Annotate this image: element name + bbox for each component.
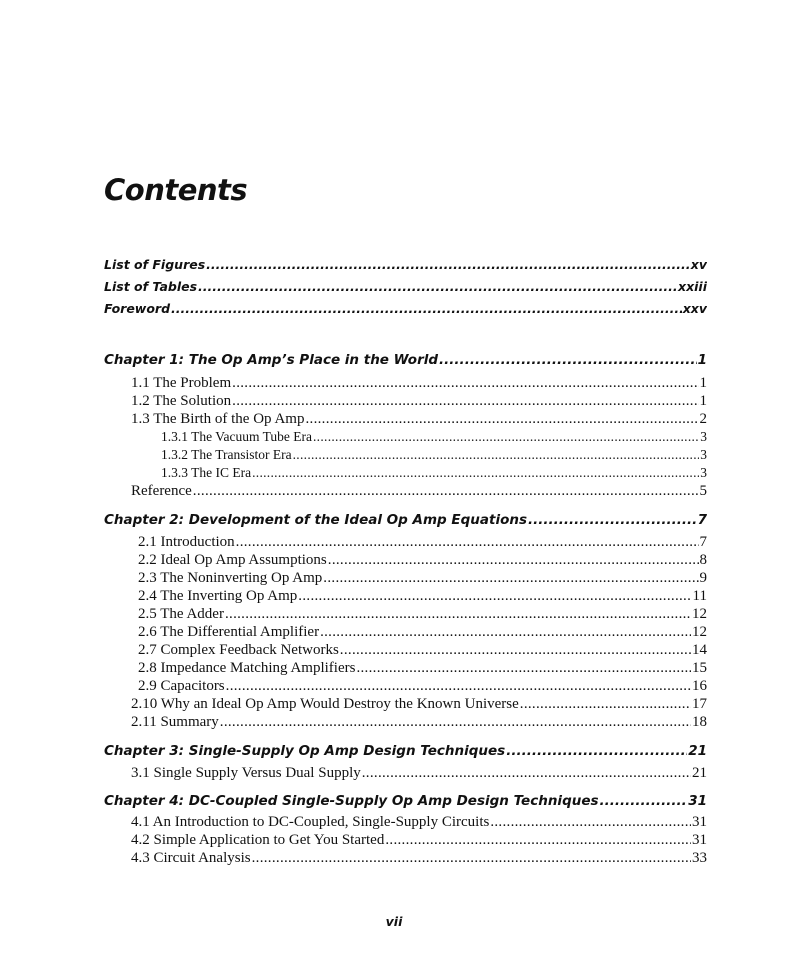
- toc-entry-page: 8: [699, 552, 707, 568]
- leader-dots: [232, 392, 698, 410]
- chapter-title: Chapter 2: Development of the Ideal Op Amp Equations: [104, 512, 527, 528]
- toc-entry-page: 21: [692, 765, 707, 781]
- chapter-page: 31: [688, 793, 707, 809]
- toc-entry[interactable]: [131, 849, 707, 867]
- leader-dots: [506, 741, 687, 761]
- toc-entry-label: 1.1 The Problem: [131, 375, 232, 391]
- toc-entry-label: 2.2 Ideal Op Amp Assumptions: [138, 552, 327, 568]
- toc-subentry[interactable]: [161, 446, 707, 464]
- toc-entry-list-of-figures[interactable]: [104, 255, 707, 275]
- toc-entry-label: 2.10 Why an Ideal Op Amp Would Destroy the Known Universe: [131, 696, 519, 712]
- toc-entry-page: 11: [692, 588, 707, 604]
- toc-entry-page: 3: [700, 447, 707, 462]
- toc-entry[interactable]: [131, 695, 707, 713]
- toc-entry-label: 2.11 Summary: [131, 714, 219, 730]
- toc-entry-page: 3: [700, 465, 707, 480]
- toc-entry[interactable]: [138, 659, 707, 677]
- leader-dots: [490, 813, 691, 831]
- leader-dots: [193, 482, 699, 500]
- toc-entry[interactable]: [131, 831, 707, 849]
- toc-entry-label: 1.3 The Birth of the Op Amp: [131, 411, 305, 427]
- chapter-page: 1: [697, 352, 707, 368]
- toc-entry[interactable]: [131, 482, 707, 500]
- toc-entry-list-of-tables[interactable]: [104, 277, 707, 297]
- leader-dots: [328, 551, 699, 569]
- leader-dots: [198, 277, 677, 297]
- page-number: vii: [385, 914, 403, 929]
- leader-dots: [340, 641, 691, 659]
- toc-entry[interactable]: [138, 677, 707, 695]
- toc-entry-page: 3: [700, 429, 707, 444]
- toc-entry-page: 5: [699, 483, 707, 499]
- toc-entry[interactable]: [131, 713, 707, 731]
- leader-dots: [600, 791, 688, 811]
- toc-entry-page: 1: [699, 375, 707, 391]
- toc-entry[interactable]: [138, 551, 707, 569]
- toc-entry-label: 4.3 Circuit Analysis: [131, 850, 251, 866]
- leader-dots: [520, 695, 691, 713]
- toc-entry-label: Reference: [131, 483, 192, 499]
- toc-entry-label: 2.4 The Inverting Op Amp: [138, 588, 298, 604]
- toc-entry[interactable]: [138, 569, 707, 587]
- leader-dots: [225, 605, 691, 623]
- leader-dots: [171, 299, 682, 319]
- toc-entry-page: 12: [692, 624, 707, 640]
- toc-entry-page: 2: [699, 411, 707, 427]
- toc-entry-label: 2.5 The Adder: [138, 606, 224, 622]
- toc-entry-label: List of Tables: [104, 279, 198, 294]
- leader-dots: [298, 587, 691, 605]
- toc-entry[interactable]: [138, 605, 707, 623]
- toc-entry-page: 14: [692, 642, 707, 658]
- toc-entry-label: 2.7 Complex Feedback Networks: [138, 642, 339, 658]
- toc-entry-label: 1.3.3 The IC Era: [161, 465, 252, 480]
- chapter-title: Chapter 4: DC-Coupled Single-Supply Op Amp Design Techniques: [104, 793, 599, 809]
- leader-dots: [439, 350, 697, 370]
- toc-entry-label: 2.9 Capacitors: [138, 678, 225, 694]
- chapter-title: Chapter 1: The Op Amp’s Place in the World: [104, 352, 439, 368]
- toc-entry-label: 1.3.2 The Transistor Era: [161, 447, 292, 462]
- leader-dots: [320, 623, 691, 641]
- toc-entry-page: 16: [692, 678, 707, 694]
- toc-entry-label: 1.2 The Solution: [131, 393, 232, 409]
- leader-dots: [206, 255, 690, 275]
- leader-dots: [252, 464, 699, 482]
- toc-entry-page: xxiii: [678, 279, 707, 294]
- toc-entry-label: List of Figures: [104, 257, 206, 272]
- toc-entry-label: 4.2 Simple Application to Get You Started: [131, 832, 385, 848]
- leader-dots: [323, 569, 698, 587]
- leader-dots: [362, 764, 691, 782]
- toc-entry[interactable]: [138, 533, 707, 551]
- toc-entry-label: 4.1 An Introduction to DC-Coupled, Single-Supply Circuits: [131, 814, 490, 830]
- toc-entry[interactable]: [138, 587, 707, 605]
- toc-entry-page: 18: [692, 714, 707, 730]
- toc-entry-page: 7: [699, 534, 707, 550]
- toc-entry-label: Foreword: [104, 301, 171, 316]
- toc-chapter-2[interactable]: [104, 510, 707, 530]
- toc-entry-page: 1: [699, 393, 707, 409]
- toc-entry-page: 31: [692, 814, 707, 830]
- toc-chapter-3[interactable]: [104, 741, 707, 761]
- toc-entry-page: xxv: [682, 301, 707, 316]
- leader-dots: [252, 849, 691, 867]
- toc-entry-page: xv: [690, 257, 707, 272]
- leader-dots: [385, 831, 691, 849]
- toc-entry-label: 2.3 The Noninverting Op Amp: [138, 570, 323, 586]
- leader-dots: [226, 677, 691, 695]
- toc-entry[interactable]: [131, 392, 707, 410]
- toc-entry[interactable]: [131, 410, 707, 428]
- toc-entry-label: 2.6 The Differential Amplifier: [138, 624, 320, 640]
- toc-entry-foreword[interactable]: [104, 299, 707, 319]
- toc-entry[interactable]: [138, 623, 707, 641]
- toc-entry-page: 17: [692, 696, 707, 712]
- toc-chapter-4[interactable]: [104, 791, 707, 811]
- leader-dots: [293, 446, 700, 464]
- toc-entry-label: 2.1 Introduction: [138, 534, 235, 550]
- leader-dots: [305, 410, 698, 428]
- chapter-page: 7: [697, 512, 707, 528]
- page-title: Contents: [104, 173, 248, 207]
- toc-subentry[interactable]: [161, 428, 707, 446]
- toc-entry-label: 2.8 Impedance Matching Amplifiers: [138, 660, 356, 676]
- toc-entry-page: 9: [699, 570, 707, 586]
- leader-dots: [236, 533, 699, 551]
- toc-entry-label: 1.3.1 The Vacuum Tube Era: [161, 429, 312, 444]
- toc-entry-label: 3.1 Single Supply Versus Dual Supply: [131, 765, 361, 781]
- toc-chapter-1[interactable]: [104, 350, 707, 370]
- chapter-page: 21: [688, 743, 707, 759]
- toc-subentry[interactable]: [161, 464, 707, 482]
- leader-dots: [528, 510, 697, 530]
- toc-entry[interactable]: [138, 641, 707, 659]
- chapter-title: Chapter 3: Single-Supply Op Amp Design Techniques: [104, 743, 506, 759]
- toc-entry-page: 31: [692, 832, 707, 848]
- leader-dots: [232, 374, 698, 392]
- toc-entry-page: 12: [692, 606, 707, 622]
- toc-entry-page: 33: [692, 850, 707, 866]
- leader-dots: [356, 659, 691, 677]
- toc-entry[interactable]: [131, 813, 707, 831]
- leader-dots: [220, 713, 691, 731]
- toc-entry[interactable]: [131, 374, 707, 392]
- leader-dots: [313, 428, 699, 446]
- toc-entry-page: 15: [692, 660, 707, 676]
- toc-entry[interactable]: [131, 764, 707, 782]
